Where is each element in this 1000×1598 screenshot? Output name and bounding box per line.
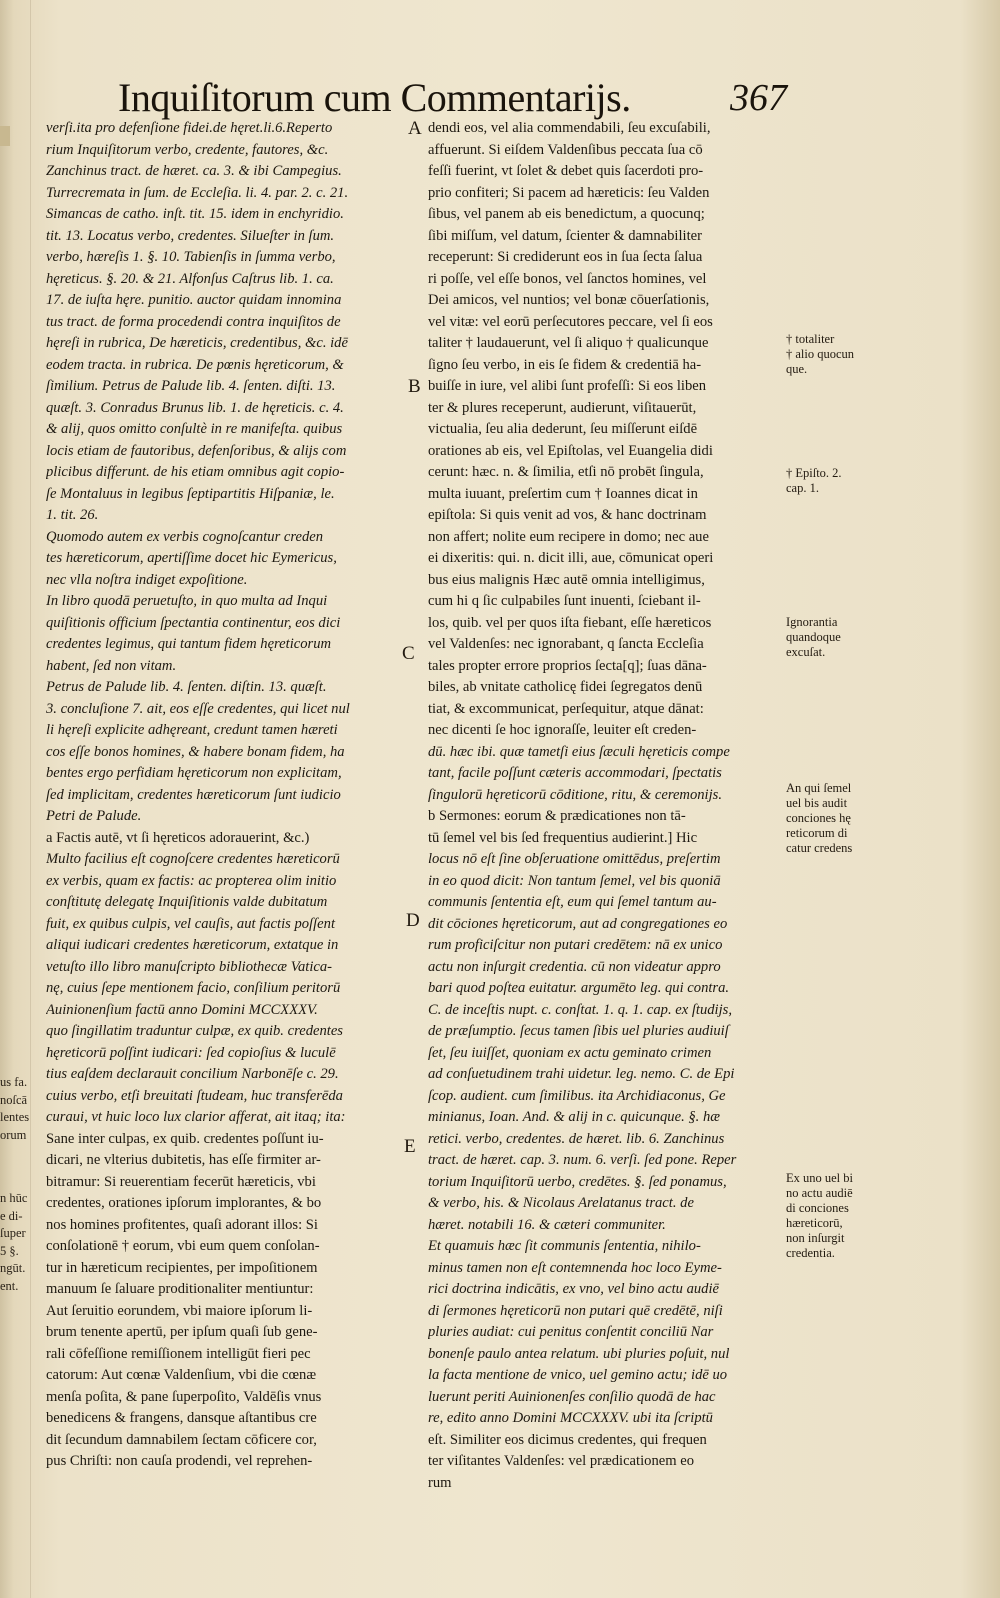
left-column-line: ex verbis, quam ex factis: ac propterea olim initio (46, 872, 337, 889)
left-column-line: credentes, orationes ipſorum implorantes, & bo (46, 1195, 322, 1211)
left-column-line: benedicens & frangens, dansque aſtantibus cre (46, 1410, 317, 1426)
right-column-line: pluries audiat: cui penitus conſentit conciliū Nar (428, 1324, 714, 1340)
left-column-line: dicari, ne vlterius dubitetis, has eſſe firmiter ar- (46, 1152, 321, 1168)
left-column-line: aliqui iudicari credentes hæreticorum, extatque in (46, 937, 339, 953)
left-column-line: rali cōfeſſione remiſſionem intelligūt fieri pec (46, 1345, 311, 1362)
right-column-line: ei dixeritis: qui. n. dicit illi, aue, cōmunicat operi (428, 550, 714, 566)
left-column-line: ſimilium. Petrus de Palude lib. 4. ſenten. diſti. 13. (46, 378, 336, 394)
right-column-line: biles, ab vnitate catholicę fidei ſegregatos denū (428, 679, 703, 695)
right-column-line: cum hi q ſic culpabiles ſunt inuenti, ſciebant il- (428, 593, 701, 609)
left-column-line: vetuſto illo libro manuſcripto bibliothecæ Vatica- (46, 958, 333, 975)
right-column-line: prio confiteri; Si pacem ad hæreticis: ſeu Valden (428, 184, 710, 201)
left-column-line: eodem tracta. in rubrica. De pœnis hęreticorum, & (46, 356, 344, 373)
right-column-line: di ſermones hęreticorū non putari quē credētē, niſi (428, 1302, 723, 1319)
right-column-line: bari quod poſtea euitatur. argumēto leg. qui contra. (428, 980, 730, 996)
right-column-line: ſet, ſeu iuiſſet, quoniam ex actu geminato crimen (428, 1044, 712, 1061)
right-column-line: locus nō eſt ſine obſeruatione omittēdus, preſertim (428, 851, 721, 867)
right-marginal-note-5: Ex uno uel bi no actu audiē di conciones hæreticorū, non inſurgit credentia. (786, 1171, 854, 1260)
section-marker-a: A (408, 118, 422, 139)
right-column-line: orationes ab eis, vel Epiſtolas, vel Euangelia didi (428, 442, 713, 459)
right-column-line: ter viſitantes Valdenſes: vel prædicationem eo (428, 1453, 694, 1469)
left-column-line: cuius verbo, etſi breuitati ſtudeam, huc transferēda (46, 1087, 343, 1104)
right-column-line: ſigno ſeu verbo, in eis ſe fidem & credentiā ha- (428, 356, 702, 373)
right-marginal-note-1: † totaliter † alio quocun que. (786, 332, 855, 376)
right-column-line: C. de inceſtis nupt. c. conſtat. 1. q. 1. cap. ex ſtudijs, (428, 1001, 732, 1018)
right-column-line: bonenſe paulo antea relatum. ubi pluries poſuit, nul (428, 1345, 730, 1362)
left-marginal-fragment-1: us fa. noſcā lentes orum (0, 1075, 30, 1142)
left-column-line: hęreticus. §. 20. & 21. Alfonſus Caſtrus lib. 1. ca. (46, 270, 334, 287)
right-column-line: tiat, & excommunicat, perſequitur, atque dānat: (428, 700, 704, 717)
left-column-line: In libro quodā peruetuſto, in quo multa ad Inqui (46, 593, 328, 609)
right-column-line: minus tamen non eſt contemnenda hoc loco Eyme- (428, 1259, 722, 1276)
right-column-line: vel vitæ: vel eorū perſecutores peccare, vel ſi eos (428, 313, 713, 330)
right-column-line: ter & plures receperunt, audierunt, viſitauerūt, (428, 399, 697, 416)
right-column-line: b Sermones: eorum & prædicationes non tā- (428, 808, 686, 824)
left-column-line: fuit, ex quibus culpis, vel cauſis, aut factis poſſent (46, 915, 335, 932)
left-text-column (46, 118, 406, 1473)
right-column-line: luerunt periti Auinionenſes conſilio quodā de hac (428, 1388, 716, 1405)
left-column-line: Simancas de catho. inſt. tit. 15. idem in enchyridio. (46, 206, 344, 222)
right-column-line: & verbo, his. & Nicolaus Arelatanus tract. de (428, 1195, 694, 1211)
right-column-line: rum (428, 1474, 452, 1491)
right-column-line: affuerunt. Si eiſdem Valdenſibus peccata ſua cō (428, 141, 703, 158)
left-column-line: rium Inquiſitorum verbo, credente, fautores, &c. (46, 141, 329, 158)
left-column-line: Quomodo autem ex verbis cognoſcantur creden (46, 528, 324, 545)
left-column-line: & alij, quos omitto conſultè in re manifeſta. quibus (46, 421, 343, 437)
right-column-line: ad conſuetudinem trahi uidetur. leg. nemo. C. de Epi (428, 1066, 735, 1082)
left-column-line: conſtitutę delegatę Inquiſitionis valde dubitatum (46, 894, 328, 910)
left-column-line: li hęreſi explicite adhęreant, credunt tamen hæreti (46, 722, 338, 738)
right-column-line: ſibi miſſum, vel datum, ſcienter & damnabiliter (428, 227, 702, 244)
left-column-line: quiſitionis officium ſpectantia continentur, eos dici (46, 614, 341, 631)
left-column-line: hęreticorū poſſint iudicari: ſed copioſius & luculē (46, 1044, 336, 1061)
left-column-line: dit ſecundum damnabilem ſectam cōficere cor, (46, 1431, 317, 1448)
right-column-line: ri poſſe, vel eſſe bonos, vel ſanctos homines, vel (428, 270, 707, 287)
right-column-line: eſt. Similiter eos dicimus credentes, qui frequen (428, 1431, 707, 1448)
right-column-line: epiſtola: Si quis venit ad vos, & hanc doctrinam (428, 507, 707, 523)
left-column-line: quo ſingillatim traduntur culpæ, ex quib. credentes (46, 1023, 343, 1039)
right-column-line: bus eius malignis Hæc autē omnia intelligimus, (428, 571, 705, 588)
left-column-line: Petrus de Palude lib. 4. ſenten. diſtin. 13. quæſt. (46, 679, 327, 695)
section-marker-c: C (402, 643, 415, 664)
right-column-line: dendi eos, vel alia commendabili, ſeu excuſabili, (428, 120, 711, 136)
right-column-line: cerunt: hæc. n. & ſimilia, etſi nō probēt ſingula, (428, 464, 704, 480)
right-column-line: communis ſententia eſt, eum qui ſemel tantum au- (428, 894, 717, 910)
page-number: 367 (730, 77, 787, 119)
right-column-line: non affert; nolite eum recipere in domo; nec aue (428, 528, 709, 545)
left-column-line: nos homines profitentes, quaſi adorant illos: Si (46, 1216, 318, 1233)
left-column-line: verbo, hæreſis 1. §. 10. Tabienſis in ſumma verbo, (46, 249, 336, 265)
left-column-line: conſolationē † eorum, vbi eum quem conſolan- (46, 1238, 320, 1254)
right-column-line: dū. hæc ibi. quæ tametſi eius ſæculi hęreticis compe (428, 743, 730, 760)
left-column-line: curaui, vt huic loco lux clarior afferat, ait itaq; ita: (46, 1109, 346, 1125)
left-column-line: tius eaſdem declarauit concilium Narbonēſe c. 29. (46, 1066, 339, 1082)
right-column-line: minianus, Ioan. And. & alij in c. quicunque. §. hæ (428, 1109, 720, 1125)
right-column-line: dit cōciones hęreticorum, aut ad congregationes eo (428, 915, 728, 932)
right-column-line: feſſi fuerint, vt ſolet & debet quis ſacerdoti pro- (428, 163, 704, 179)
section-marker-d: D (406, 910, 420, 931)
left-column-line: Zanchinus tract. de hæret. ca. 3. & ibi Campegius. (46, 163, 342, 179)
left-column-line: Aut ſeruitio eorundem, vbi maiore ipſorum li- (46, 1302, 313, 1319)
right-column-line: receperunt: Si crediderunt eos in ſua ſecta ſalua (428, 249, 703, 265)
running-title: Inquiſitorum cum Commentarijs. (118, 75, 631, 120)
right-column-line: tant, facile poſſunt cæteris accommodari, ſpectatis (428, 765, 722, 781)
right-column-line: ſingulorū hęreticorū cōditione, ritu, & ceremonijs. (428, 786, 722, 803)
right-column-line: tract. de hæret. cap. 3. num. 6. verſi. ſed pone. Reper (428, 1152, 737, 1168)
left-column-line: habent, ſed non vitam. (46, 657, 177, 674)
left-column-line: Turrecremata in ſum. de Eccleſia. li. 4. par. 2. c. 21. (46, 184, 349, 201)
left-column-line: Sane inter culpas, ex quib. credentes poſſunt iu- (46, 1130, 324, 1147)
right-marginal-note-2: † Epiſto. 2. cap. 1. (786, 466, 842, 495)
left-column-line: nę, cuius ſepe mentionem facio, conſilium peritorū (46, 980, 341, 996)
left-column-line: Auinionenſium factū anno Domini MCCXXXV. (46, 1001, 318, 1018)
left-column-line: locis etiam de fautoribus, defenſoribus, & alijs com (46, 442, 347, 459)
left-column-line: verſi.ita pro defenſione fidei.de hęret.li.6.Reperto (46, 120, 333, 136)
right-column-line: buiſſe in iure, vel alibi ſunt profeſſi: Si eos liben (428, 378, 707, 394)
right-column-line: taliter † laudauerunt, vel ſi aliquo † qualicunque (428, 335, 709, 351)
left-column-line: ſe Montaluus in legibus ſeptipartitis Hiſpaniæ, le. (46, 485, 335, 502)
left-column-line: quæſt. 3. Conradus Brunus lib. 1. de hęreticis. c. 4. (46, 399, 344, 416)
left-column-line: a Factis autē, vt ſi hęreticos adorauerint, &c.) (46, 829, 310, 846)
right-column-line: multa iuuant, preſertim cum † Ioannes dicat in (428, 485, 698, 502)
right-column-line: tū ſemel vel bis ſed frequentius audierint.] Hic (428, 829, 698, 846)
left-column-line: ſed implicitam, credentes hæreticorum ſunt iudicio (46, 786, 341, 803)
left-column-line: tes hæreticorum, apertiſſime docet hic Eymericus, (46, 550, 337, 566)
right-column-line: re, edito anno Domini MCCXXXV. ubi ita ſcriptū (428, 1410, 713, 1426)
page-tab-mark (0, 126, 10, 146)
left-column-line: nec vlla noſtra indiget expoſitione. (46, 571, 248, 588)
right-column-line: retici. verbo, credentes. de hæret. lib. 6. Zanchinus (428, 1130, 725, 1147)
left-column-line: manuum ſe ſaluare proditionaliter mentiuntur: (46, 1281, 314, 1297)
left-column-line: credentes legimus, qui tantum fidem hęreticorum (46, 636, 332, 652)
left-column-line: tit. 13. Locatus verbo, credentes. Silueſter in ſum. (46, 227, 335, 244)
left-column-line: brum tenente apertū, per ipſum quaſi ſub gene- (46, 1324, 318, 1340)
right-marginal-note-3: Ignorantia quandoque excuſat. (786, 615, 841, 659)
right-column-line: la facta mentione de vnico, uel gemino actu; idē uo (428, 1367, 728, 1383)
left-column-line: 3. concluſione 7. ait, eos eſſe credentes, qui licet nul (46, 700, 350, 717)
left-column-line: tur in hæreticum recipientes, per impoſitionem (46, 1259, 318, 1276)
right-column-line: ſibus, vel panem ab eis benedictum, a quocunq; (428, 206, 705, 222)
right-column-line: tales propter errore proprios ſecta[q]; ſuas dāna- (428, 657, 707, 674)
right-column-line: los, quib. vel per quos iſta fiebant, eſſe hæreticos (428, 614, 712, 631)
running-header (118, 74, 818, 124)
right-column-line: Dei amicos, vel nuntios; vel bonæ cōuerſationis, (428, 292, 710, 308)
right-column-line: nec dicenti ſe hoc ignoraſſe, leuiter eſt creden- (428, 722, 697, 738)
section-marker-b: B (408, 376, 421, 397)
left-column-line: Multo facilius eſt cognoſcere credentes hæreticorū (46, 851, 340, 867)
left-marginal-fragment-2: n hūc e di- ſuper 5 §. ngūt. ent. (0, 1191, 28, 1293)
right-column-line: Et quamuis hæc ſit communis ſententia, nihilo- (428, 1238, 701, 1254)
right-column-line: torium Inquiſitorū uerbo, credētes. §. ſed ponamus, (428, 1173, 727, 1190)
left-column-line: cos eſſe bonos homines, & habere bonam fidem, ha (46, 743, 345, 760)
right-column-line: de præſumptio. ſecus tamen ſibis uel pluries audiuiſ (428, 1023, 729, 1039)
left-column-line: tus tract. de forma procedendi contra inquiſitos de (46, 313, 341, 330)
right-column-line: rici doctrina indicātis, ex vno, vel bino actu audiē (428, 1281, 719, 1297)
right-column-line: actu non inſurgit credentia. cū non videatur appro (428, 958, 721, 975)
right-column-line: ſcop. audient. cum ſimilibus. ita Archidiaconus, Ge (428, 1087, 726, 1104)
left-column-line: menſa poſita, & pane ſuperpoſito, Valdēſis vnus (46, 1388, 322, 1405)
right-column-line: hæret. notabili 16. & cæteri communiter. (428, 1216, 666, 1233)
right-column-line: in eo quod dicit: Non tantum ſemel, vel bis quoniā (428, 872, 721, 889)
right-column-line: victualia, ſeu alia dederunt, ſeu miſſerunt eiſdē (428, 421, 698, 437)
right-column-line: rum proficiſcitur non putari credētem: nā ex unico (428, 937, 723, 953)
left-column-line: bentes ergo perfidiam hęreticorum non explicitam, (46, 765, 342, 781)
left-column-line: 17. de iuſta hęre. punitio. auctor quidam innomina (46, 292, 342, 308)
left-column-line: plicibus differunt. de his etiam omnibus agit copio- (46, 464, 345, 480)
right-column-line: vel Valdenſes: nec ignorabant, q ſancta Eccleſia (428, 636, 704, 652)
section-marker-e: E (404, 1136, 416, 1157)
gutter-shadow (30, 0, 31, 1598)
left-column-line: catorum: Aut cœnæ Valdenſium, vbi die cœnæ (46, 1367, 317, 1383)
left-column-line: bitramur: Si reuerentiam fecerūt hæreticis, vbi (46, 1173, 316, 1190)
left-column-line: 1. tit. 26. (46, 507, 99, 523)
left-column-line: pus Chriſti: non cauſa prodendi, vel reprehen- (46, 1453, 313, 1469)
right-marginal-note-4: An qui ſemel uel bis audit conciones hę reticorum di catur credens (786, 781, 853, 855)
left-column-line: Petri de Palude. (46, 808, 142, 824)
left-column-line: hęreſi in rubrica, De hæreticis, credentibus, &c. idē (46, 335, 348, 351)
right-text-column (428, 118, 780, 1494)
